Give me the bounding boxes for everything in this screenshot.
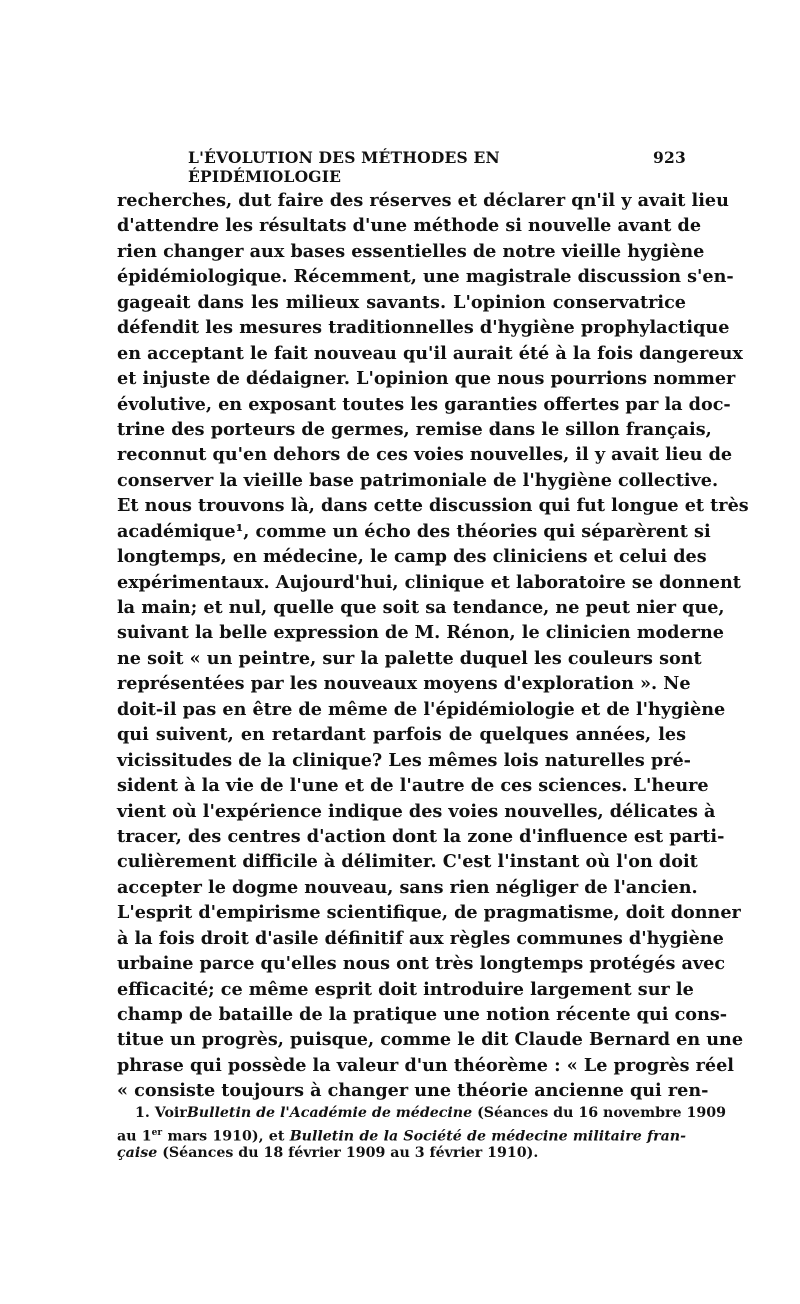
body-line: rien changer aux bases essentielles de notre vieille hygiène — [117, 240, 705, 262]
body-line: défendit les mesures traditionnelles d'hygiène prophylactique — [117, 317, 730, 339]
running-head-title: L'ÉVOLUTION DES MÉTHODES EN ÉPIDÉMIOLOGIE — [188, 148, 500, 186]
footnote-bulletin-academie: Bulletin de l'Académie de médecine — [186, 1105, 473, 1121]
body-line: champ de bataille de la pratique une notion récente qui cons- — [117, 1004, 728, 1025]
body-line: expérimentaux. Aujourd'hui, clinique et laboratoire se donnent — [117, 571, 741, 593]
footnote — [117, 1103, 726, 1163]
body-line: qui suivent, en retardant parfois de quelques années, les — [117, 724, 686, 746]
footnote-mars: mars 1910), et — [167, 1128, 285, 1145]
footnote-au: au — [117, 1128, 137, 1145]
body-line: efficacité; ce même esprit doit introduire largement sur le — [117, 978, 694, 1000]
body-line: phrase qui possède la valeur d'un théorème : « Le progrès réel — [117, 1054, 734, 1076]
body-line: reconnut qu'en dehors de ces voies nouvelles, il y avait lieu de — [117, 444, 733, 466]
footnote-number: 1. — [135, 1105, 150, 1121]
body-line: tracer, des centres d'action dont la zone d'influence est parti- — [117, 825, 725, 847]
body-line: doit-il pas en être de même de l'épidémiologie et de l'hygiène — [117, 698, 726, 720]
body-line: titue un progrès, puisque, comme le dit Claude Bernard en une — [117, 1029, 744, 1051]
body-line: d'attendre les résultats d'une méthode si nouvelle avant de — [117, 215, 702, 237]
footnote-line — [117, 1143, 686, 1163]
body-line: vicissitudes de la clinique? Les mêmes lois naturelles pré- — [117, 749, 691, 771]
body-line: accepter le dogme nouveau, sans rien négliger de l'ancien. — [117, 876, 698, 898]
body-line: longtemps, en médecine, le camp des cliniciens et celui des — [117, 546, 707, 568]
body-line: L'esprit d'empirisme scientifique, de pragmatisme, doit donner — [117, 902, 741, 924]
footnote-line — [117, 1103, 726, 1123]
body-line: en acceptant le fait nouveau qu'il aurait été à la fois dangereux — [117, 342, 743, 364]
body-line: recherches, dut faire des réserves et déclarer qn'il y avait lieu — [117, 190, 729, 211]
footnote-voir: Voir — [154, 1105, 187, 1121]
body-line: sident à la vie de l'une et de l'autre de ces sciences. L'heure — [117, 775, 709, 797]
body-line: ne soit « un peintre, sur la palette duquel les couleurs sont — [117, 647, 702, 669]
body-line: « consiste toujours à changer une théorie ancienne qui ren- — [117, 1080, 709, 1102]
body-text — [117, 188, 749, 1104]
footnote-seances-1: (Séances du 16 novembre 1909 — [477, 1105, 726, 1121]
body-line: gageait dans les milieux savants. L'opinion conservatrice — [117, 291, 686, 313]
footnote-superscript: er — [151, 1128, 163, 1138]
body-line: épidémiologique. Récemment, une magistrale discussion s'en- — [117, 266, 734, 288]
body-line: suivant la belle expression de M. Rénon, le clinicien moderne — [117, 622, 724, 644]
body-line: la main; et nul, quelle que soit sa tendance, ne peut nier que, — [117, 597, 725, 618]
body-line: à la fois droit d'asile définitif aux règles communes d'hygiène — [117, 927, 724, 949]
body-line: représentées par les nouveaux moyens d'exploration ». Ne — [117, 673, 691, 695]
body-line: culièrement difficile à délimiter. C'est l'instant où l'on doit — [117, 851, 698, 873]
body-line: et injuste de dédaigner. L'opinion que nous pourrions nommer — [117, 368, 736, 390]
body-line: Et nous trouvons là, dans cette discussion qui fut longue et très — [117, 495, 749, 517]
body-line: vient où l'expérience indique des voies nouvelles, délicates à — [117, 800, 716, 822]
footnote-bulletin-societe: Bulletin de la Société de médecine militaire fran- — [289, 1128, 686, 1145]
footnote-seances-2: (Séances du 18 février 1909 au 3 février 1910). — [162, 1145, 539, 1161]
page-number: 923 — [653, 148, 686, 167]
footnote-line: au 1er mars 1910), et Bulletin de la Société de médecine militaire fran- — [117, 1128, 686, 1145]
body-line: académique¹, comme un écho des théories qui séparèrent si — [117, 520, 711, 542]
running-head — [188, 148, 686, 186]
body-line: conserver la vieille base patrimoniale de l'hygiène collective. — [117, 469, 719, 491]
body-line: urbaine parce qu'elles nous ont très longtemps protégés avec — [117, 953, 726, 975]
body-line: trine des porteurs de germes, remise dans le sillon français, — [117, 418, 712, 440]
footnote-bulletin-societe-end: çaise — [117, 1145, 158, 1161]
body-line: évolutive, en exposant toutes les garanties offertes par la doc- — [117, 393, 731, 415]
